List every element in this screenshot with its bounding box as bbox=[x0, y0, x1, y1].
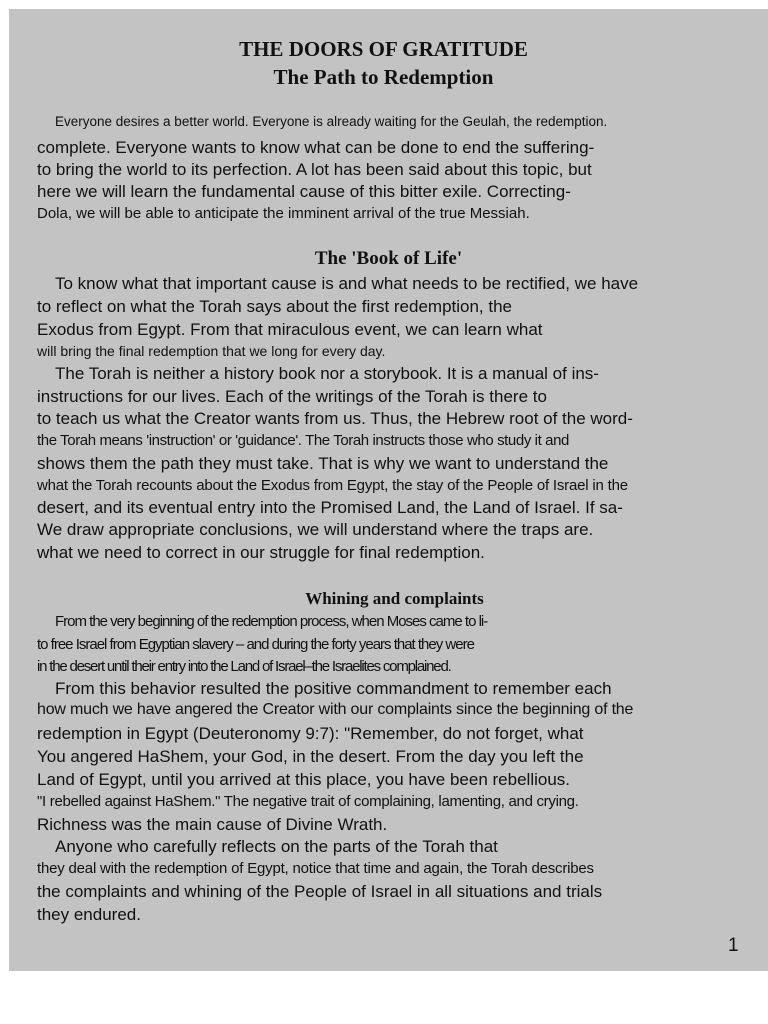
paragraph-line: We draw appropriate conclusions, we will understand where the traps are. bbox=[37, 520, 594, 539]
paragraph-line: From the very beginning of the redemption process, when Moses came to li- bbox=[55, 613, 488, 630]
paragraph-line: what we need to correct in our struggle for final redemption. bbox=[37, 543, 485, 562]
document-page bbox=[9, 9, 768, 971]
paragraph-line: to free Israel from Egyptian slavery – and during the forty years that they were bbox=[37, 636, 474, 653]
paragraph-line: Anyone who carefully reflects on the parts of the Torah that bbox=[55, 837, 498, 856]
paragraph-line: shows them the path they must take. That is why we want to understand the bbox=[37, 454, 609, 473]
paragraph-line: "I rebelled against HaShem." The negative trait of complaining, lamenting, and crying. bbox=[37, 793, 579, 810]
page-number: 1 bbox=[728, 935, 739, 956]
paragraph-line: they endured. bbox=[37, 905, 141, 924]
paragraph-line: they deal with the redemption of Egypt, notice that time and again, the Torah describes bbox=[37, 860, 594, 877]
paragraph-line: From this behavior resulted the positive commandment to remember each bbox=[55, 679, 612, 698]
paragraph-line: You angered HaShem, your God, in the desert. From the day you left the bbox=[37, 747, 584, 766]
paragraph-line: in the desert until their entry into the Land of Israel–the Israelites complained. bbox=[37, 658, 451, 675]
paragraph-line: will bring the final redemption that we long for every day. bbox=[37, 343, 386, 359]
paragraph-line: desert, and its eventual entry into the Promised Land, the Land of Israel. If sa- bbox=[37, 498, 623, 517]
paragraph-line: to bring the world to its perfection. A lot has been said about this topic, but bbox=[37, 160, 592, 179]
section-heading-book-of-life: The 'Book of Life' bbox=[314, 248, 463, 269]
document-subtitle: The Path to Redemption bbox=[273, 65, 494, 89]
paragraph-line: how much we have angered the Creator with our complaints since the beginning of the bbox=[37, 701, 634, 718]
paragraph-line: Dola, we will be able to anticipate the imminent arrival of the true Messiah. bbox=[37, 205, 530, 222]
paragraph-line: Exodus from Egypt. From that miraculous event, we can learn what bbox=[37, 320, 543, 339]
paragraph-line: here we will learn the fundamental cause of this bitter exile. Correcting- bbox=[37, 182, 571, 201]
paragraph-line: The Torah is neither a history book nor a storybook. It is a manual of ins- bbox=[55, 364, 599, 383]
paragraph-line: to teach us what the Creator wants from us. Thus, the Hebrew root of the word- bbox=[37, 409, 633, 428]
paragraph-line: Land of Egypt, until you arrived at this place, you have been rebellious. bbox=[37, 770, 571, 789]
paragraph-line: the complaints and whining of the People of Israel in all situations and trials bbox=[37, 882, 603, 901]
section-heading-whining: Whining and complaints bbox=[305, 589, 484, 608]
paragraph-line: what the Torah recounts about the Exodus from Egypt, the stay of the People of Israel in the bbox=[37, 477, 628, 494]
paragraph-line: To know what that important cause is and what needs to be rectified, we have bbox=[55, 274, 639, 293]
paragraph-line: to reflect on what the Torah says about the first redemption, the bbox=[37, 297, 513, 316]
paragraph-line: Everyone desires a better world. Everyone is already waiting for the Geulah, the redemption. bbox=[55, 114, 608, 129]
document-title: THE DOORS OF GRATITUDE bbox=[239, 37, 528, 61]
paragraph-line: the Torah means 'instruction' or 'guidance'. The Torah instructs those who study it and bbox=[37, 432, 569, 449]
paragraph-line: redemption in Egypt (Deuteronomy 9:7): "Remember, do not forget, what bbox=[37, 724, 584, 743]
paragraph-line: complete. Everyone wants to know what can be done to end the suffering- bbox=[37, 138, 595, 157]
paragraph-line: Richness was the main cause of Divine Wrath. bbox=[37, 815, 388, 834]
paragraph-line: instructions for our lives. Each of the writings of the Torah is there to bbox=[37, 387, 547, 406]
